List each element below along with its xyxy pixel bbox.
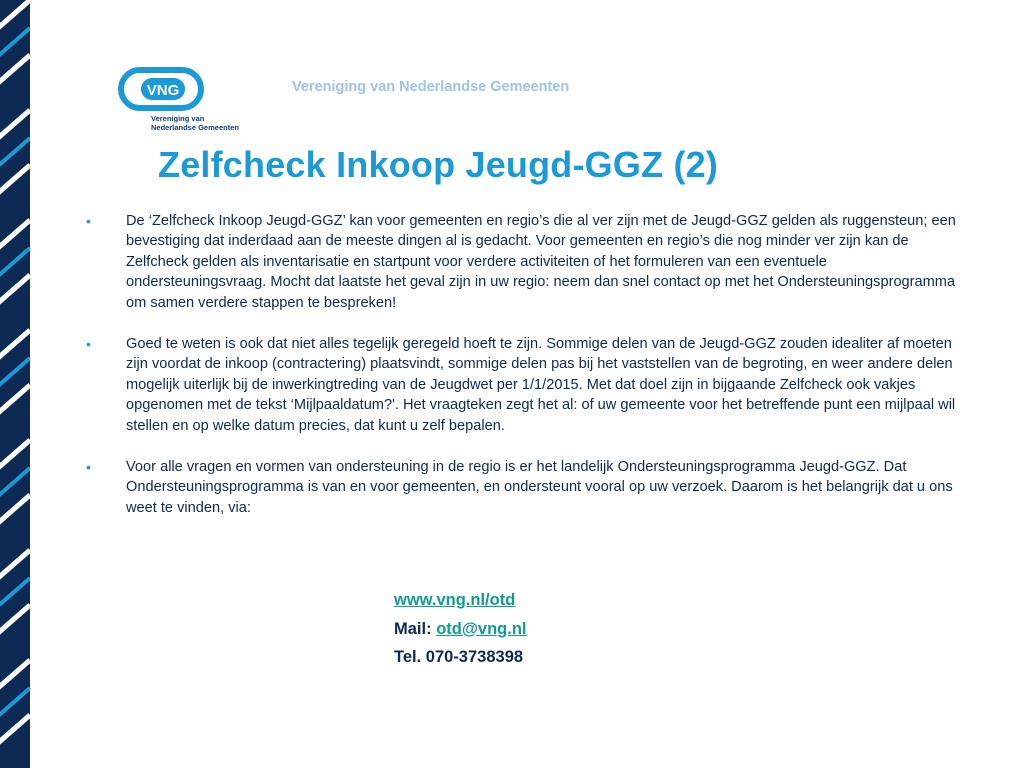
contact-block <box>394 586 527 672</box>
logo-caption-line-2: Nederlandse Gemeenten <box>151 123 239 132</box>
logo-caption-line-1: Vereniging van <box>151 114 205 123</box>
organization-name: Vereniging van Nederlandse Gemeenten <box>292 79 570 95</box>
logo-caption <box>151 114 239 132</box>
phone-number: Tel. 070-3738398 <box>394 648 524 666</box>
bullet-text: De ‘Zelfcheck Inkoop Jeugd-GGZ’ kan voor gemeenten en regio’s die al ver zijn met de Jeugd-GGZ gelden als ruggensteun; een bevestiging dat inderdaad aan de meeste dingen al is gedacht. Voor gemeenten en regio’s die nog minder ver zijn kan de Zelfcheck gelden als inventarisatie en startpunt voor verdere activiteiten of het formuleren van een eventuele ondersteuningsvraag. Mocht dat laatste het geval zijn in uw regio: neem dan snel contact op met het Ondersteuningsprogramma om samen verdere stappen te bespreken! <box>126 213 956 311</box>
slide-title: Zelfcheck Inkoop Jeugd-GGZ (2) <box>158 144 719 185</box>
website-link[interactable]: www.vng.nl/otd <box>394 591 516 609</box>
mail-label: Mail: <box>394 619 432 638</box>
bullet-item <box>86 211 968 313</box>
bullet-marker: • <box>86 459 91 476</box>
mail-link[interactable]: otd@vng.nl <box>436 619 527 638</box>
bullet-item <box>86 334 968 436</box>
diagonal-stripes-graphic <box>0 0 30 768</box>
bullet-marker: • <box>86 336 91 353</box>
vng-logo-mark <box>118 66 206 114</box>
bullet-list <box>86 211 968 518</box>
logo-wordmark: VNG <box>146 82 180 99</box>
side-decoration-band <box>0 0 30 768</box>
bullet-marker: • <box>86 213 91 229</box>
bullet-item <box>86 457 968 518</box>
bullet-text: Voor alle vragen en vormen van ondersteuning in de regio is er het landelijk Ondersteuningsprogramma Jeugd-GGZ. Dat Ondersteuningsprogramma is van en voor gemeenten, en ondersteunt vooral op uw verzoek. Daarom is het belangrijk dat u ons weet te vinden, via: <box>126 459 953 516</box>
bullet-text: Goed te weten is ook dat niet alles tegelijk geregeld hoeft te zijn. Sommige delen van de Jeugd-GGZ zouden idealiter af moeten zijn voordat de inkoop (contractering) plaatsvindt, sommige delen pas bij het vaststellen van de begroting, en weer andere delen mogelijk uiterlijk bij de inwerkingtreding van de Jeugdwet per 1/1/2015. Met dat doel zijn in bijgaande Zelfcheck ook vakjes opgenomen met de tekst ‘Mijlpaaldatum?'. Het vraagteken zegt het al: of uw gemeente voor het betreffende punt een mijlpaal wil stellen en op welke datum precies, dat kunt u zelf bepalen. <box>126 336 956 434</box>
